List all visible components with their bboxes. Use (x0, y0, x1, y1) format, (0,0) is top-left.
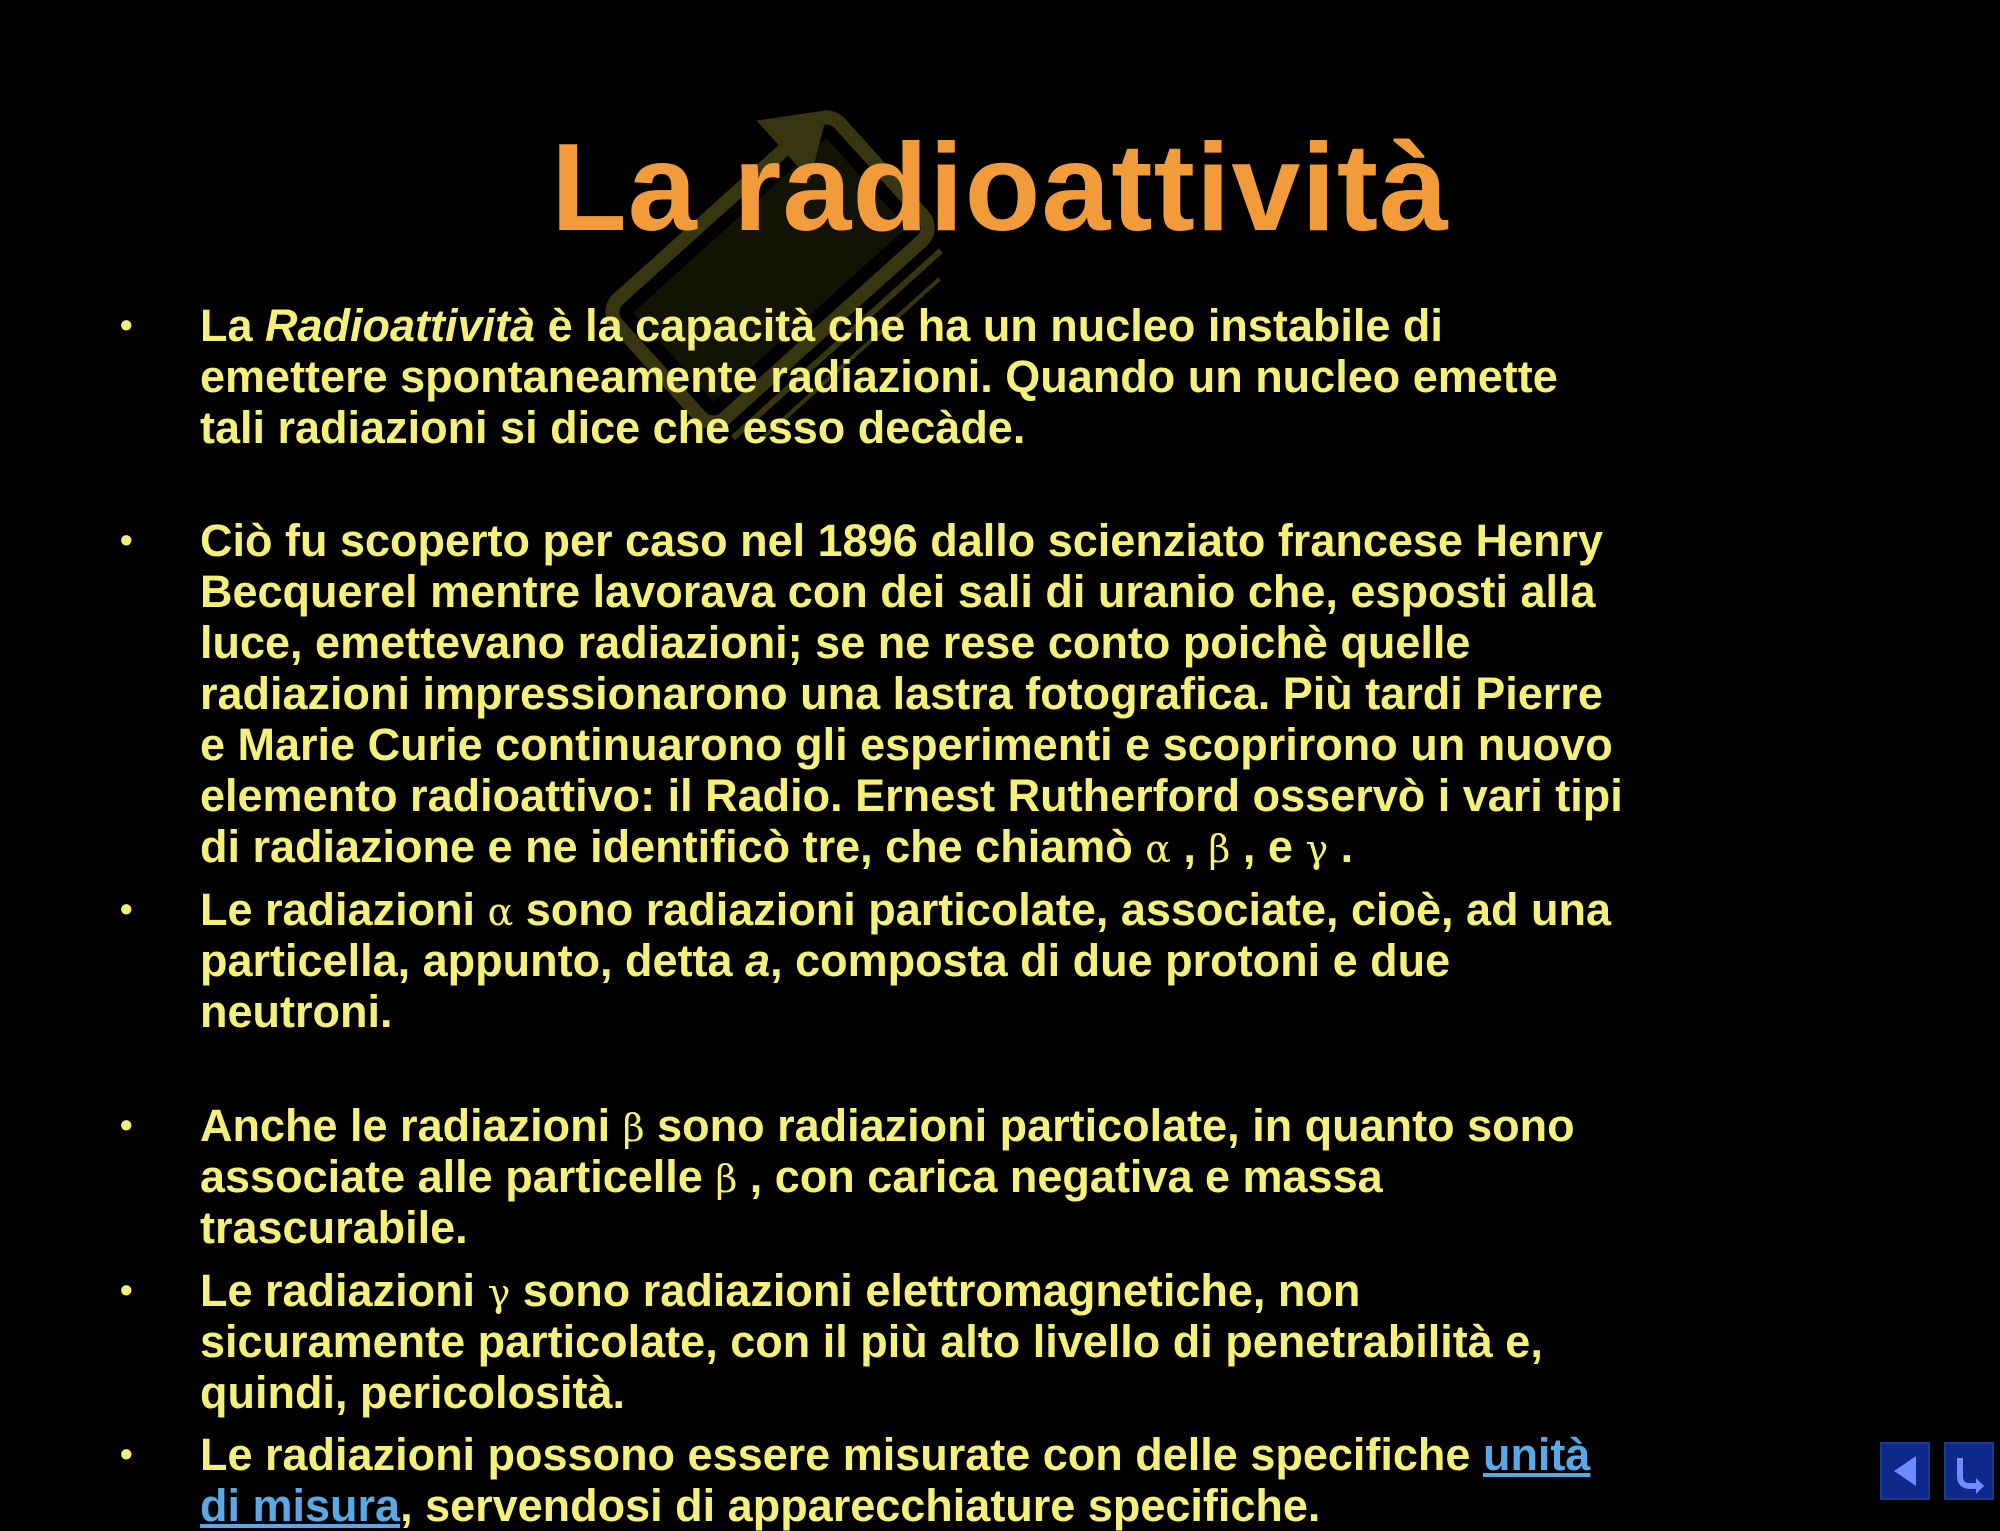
return-button[interactable] (1944, 1442, 1994, 1500)
previous-slide-button[interactable] (1880, 1442, 1930, 1500)
bullet-marker: • (120, 888, 133, 929)
bullet-marker: • (120, 1269, 133, 1310)
bullet-marker: • (120, 1104, 133, 1145)
units-of-measure-link[interactable]: unità (1482, 1429, 1591, 1480)
return-arrow-icon (1946, 1444, 1992, 1498)
triangle-left-icon (1882, 1444, 1928, 1498)
bullet-text: Le radiazioni γ sono radiazioni elettromagnetiche, non sicuramente particolate, con il più alto livello di penetrabilità e, quindi, pericolosità. (200, 1265, 1543, 1418)
bullet-text: Ciò fu scoperto per caso nel 1896 dallo scienziato francese Henry Becquerel mentre lavorava con dei sali di uranio che, esposti alla luce, emettevano radiazioni; se ne rese conto poichè quelle radiazioni impressionarono una lastra fotografica. Più tardi Pierre e Marie Curie continuarono gli esperimenti e scoprirono un nuovo elemento radioattivo: il Radio. Ernest Rutherford osservò i vari tipi di radiazione e ne identificò tre, che chiamò α , β , e γ . (200, 515, 1623, 872)
bullet-text: Le radiazioni α sono radiazioni particolate, associate, cioè, ad una particella, appunto, detta a, composta di due protoni e due neutroni. (200, 884, 1612, 1037)
bullet-text: Anche le radiazioni β sono radiazioni particolate, in quanto sono associate alle particelle β , con carica negativa e massa trascurabile. (200, 1100, 1575, 1253)
bullet-text: La Radioattività è la capacità che ha un nucleo instabile di emettere spontaneamente radiazioni. Quando un nucleo emette tali radiazioni si dice che esso decàde. (200, 300, 1558, 453)
bullet-text: Le radiazioni possono essere misurate con delle specifiche unità di misura, servendosi di apparecchiature specifiche. (200, 1429, 1591, 1531)
slide-title: La radioattività (551, 119, 1449, 257)
bullet-marker: • (120, 1433, 133, 1474)
bullet-marker: • (120, 304, 133, 345)
units-of-measure-link-continued[interactable]: di misura (200, 1480, 401, 1531)
bullet-marker: • (120, 519, 133, 560)
